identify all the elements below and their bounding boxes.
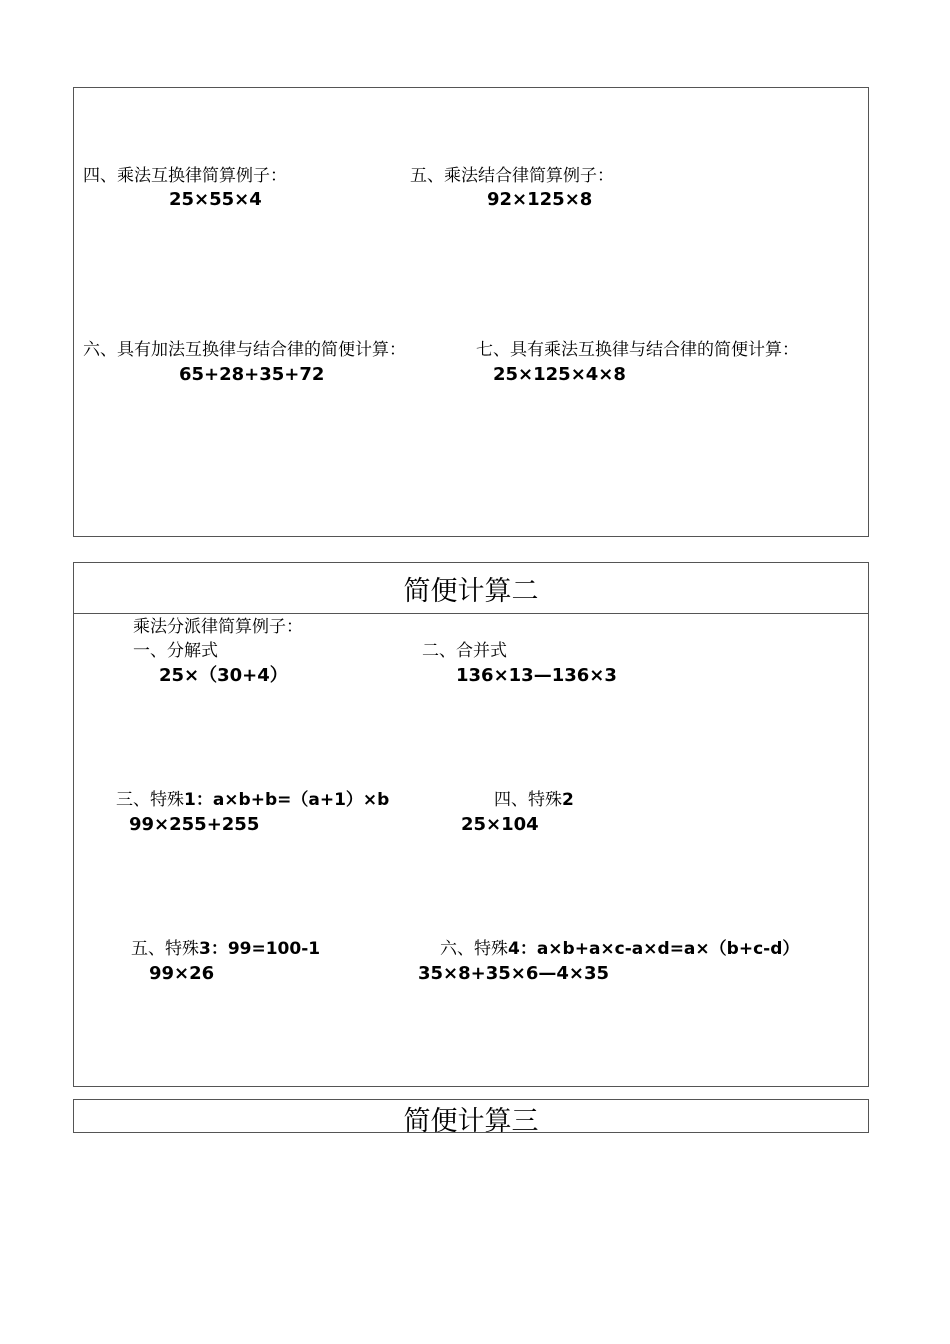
item-6-expr: 65+28+35+72 <box>179 364 325 385</box>
item-b1-expr: 25×（30+4） <box>159 665 288 686</box>
section-b-title: 简便计算二 <box>403 576 539 607</box>
section-c-title: 简便计算三 <box>403 1106 539 1137</box>
item-5-expr: 92×125×8 <box>487 189 593 210</box>
item-b6-expr: 35×8+35×6—4×35 <box>418 963 610 984</box>
item-b4-label: 四、特殊2 <box>494 790 574 810</box>
item-b6-label: 六、特殊4：a×b+a×c-a×d=a×（b+c-d） <box>440 939 800 959</box>
item-b5-label: 五、特殊3：99=100-1 <box>131 939 321 959</box>
section-c-box <box>73 1099 869 1137</box>
item-6-label: 六、具有加法互换律与结合律的简便计算： <box>83 340 406 360</box>
item-b5-expr: 99×26 <box>149 963 215 984</box>
item-5-label: 五、乘法结合律简算例子： <box>410 166 614 186</box>
item-b2-label: 二、合并式 <box>422 641 507 661</box>
item-b4-expr: 25×104 <box>461 814 539 835</box>
item-b2-expr: 136×13—136×3 <box>456 665 617 686</box>
section-a-box <box>73 87 869 537</box>
item-7-expr: 25×125×4×8 <box>493 364 626 385</box>
item-b3-expr: 99×255+255 <box>129 814 260 835</box>
item-4-expr: 25×55×4 <box>169 189 262 210</box>
item-4-label: 四、乘法互换律简算例子： <box>83 166 287 186</box>
item-7-label: 七、具有乘法互换律与结合律的简便计算： <box>476 340 799 360</box>
item-b3-label: 三、特殊1：a×b+b=（a+1）×b <box>116 790 390 810</box>
section-b-box <box>73 562 869 1087</box>
section-b-title-divider <box>74 613 868 614</box>
item-b1-label: 一、分解式 <box>133 641 218 661</box>
section-b-intro: 乘法分派律简算例子： <box>133 617 303 637</box>
